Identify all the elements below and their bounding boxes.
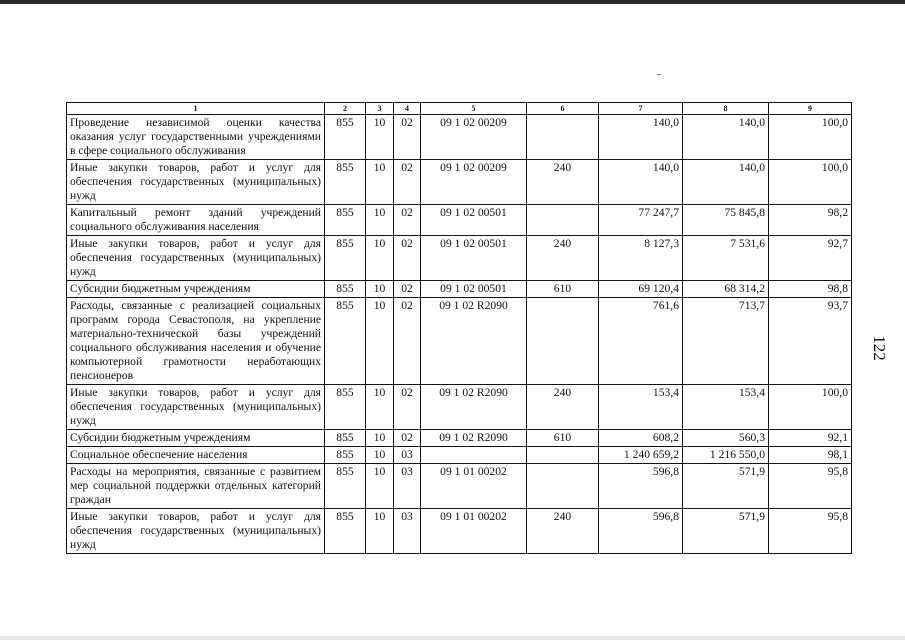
- cell-target-article: 09 1 02 00209: [421, 115, 527, 160]
- cell-name: Социальное обеспечение населения: [67, 447, 325, 464]
- cell-expense-type: [527, 447, 599, 464]
- cell-section: 10: [366, 115, 394, 160]
- cell-percent: 98,1: [769, 447, 852, 464]
- cell-admin-code: 855: [325, 430, 366, 447]
- cell-subsection: 02: [394, 385, 421, 430]
- cell-target-article: 09 1 02 R2090: [421, 298, 527, 385]
- cell-actual-amount: 68 314,2: [683, 281, 769, 298]
- cell-expense-type: [527, 115, 599, 160]
- header-col-5: 5: [421, 103, 527, 115]
- cell-target-article: 09 1 02 R2090: [421, 385, 527, 430]
- cell-admin-code: 855: [325, 464, 366, 509]
- table-row: [67, 509, 852, 554]
- cell-section: 10: [366, 447, 394, 464]
- cell-expense-type: 610: [527, 281, 599, 298]
- cell-admin-code: 855: [325, 236, 366, 281]
- cell-planned-amount: 153,4: [599, 385, 683, 430]
- cell-planned-amount: 1 240 659,2: [599, 447, 683, 464]
- header-col-6: 6: [527, 103, 599, 115]
- cell-subsection: 02: [394, 205, 421, 236]
- cell-section: 10: [366, 385, 394, 430]
- cell-planned-amount: 596,8: [599, 464, 683, 509]
- cell-section: 10: [366, 160, 394, 205]
- cell-percent: 95,8: [769, 464, 852, 509]
- cell-expense-type: 240: [527, 385, 599, 430]
- cell-name: Расходы, связанные с реализацией социальных программ города Севастополя, на укрепление материально-технической базы учреждений социального обслуживания населения и обучение компьютерной грамотности неработающих пенсионеров: [67, 298, 325, 385]
- cell-planned-amount: 608,2: [599, 430, 683, 447]
- cell-percent: 93,7: [769, 298, 852, 385]
- page-number: 122: [869, 335, 889, 361]
- table-row: [67, 281, 852, 298]
- cell-subsection: 02: [394, 281, 421, 298]
- cell-percent: 100,0: [769, 160, 852, 205]
- header-col-3: 3: [366, 103, 394, 115]
- cell-planned-amount: 8 127,3: [599, 236, 683, 281]
- cell-target-article: 09 1 02 00209: [421, 160, 527, 205]
- cell-actual-amount: 713,7: [683, 298, 769, 385]
- cell-actual-amount: 153,4: [683, 385, 769, 430]
- cell-target-article: 09 1 02 00501: [421, 236, 527, 281]
- cell-subsection: 02: [394, 115, 421, 160]
- cell-subsection: 02: [394, 298, 421, 385]
- cell-expense-type: 240: [527, 509, 599, 554]
- cell-name: Проведение независимой оценки качества оказания услуг государственными учреждениями в сфере социального обслуживания: [67, 115, 325, 160]
- cell-subsection: 03: [394, 464, 421, 509]
- header-col-7: 7: [599, 103, 683, 115]
- table-row: [67, 298, 852, 385]
- cell-section: 10: [366, 281, 394, 298]
- cell-subsection: 03: [394, 447, 421, 464]
- cell-percent: 98,2: [769, 205, 852, 236]
- cell-subsection: 02: [394, 430, 421, 447]
- cell-percent: 92,7: [769, 236, 852, 281]
- header-col-2: 2: [325, 103, 366, 115]
- cell-subsection: 02: [394, 160, 421, 205]
- cell-planned-amount: 77 247,7: [599, 205, 683, 236]
- table-row: [67, 447, 852, 464]
- cell-expense-type: 240: [527, 236, 599, 281]
- cell-name: Иные закупки товаров, работ и услуг для обеспечения государственных (муниципальных) нужд: [67, 509, 325, 554]
- cell-expense-type: 240: [527, 160, 599, 205]
- scan-speck: [657, 74, 661, 75]
- cell-percent: 92,1: [769, 430, 852, 447]
- header-col-8: 8: [683, 103, 769, 115]
- header-row: [67, 103, 852, 115]
- cell-planned-amount: 761,6: [599, 298, 683, 385]
- cell-actual-amount: 560,3: [683, 430, 769, 447]
- cell-section: 10: [366, 430, 394, 447]
- cell-expense-type: [527, 298, 599, 385]
- cell-name: Иные закупки товаров, работ и услуг для обеспечения государственных (муниципальных) нужд: [67, 385, 325, 430]
- table-row: [67, 236, 852, 281]
- table-row: [67, 205, 852, 236]
- cell-subsection: 03: [394, 509, 421, 554]
- cell-section: 10: [366, 205, 394, 236]
- cell-admin-code: 855: [325, 160, 366, 205]
- cell-planned-amount: 69 120,4: [599, 281, 683, 298]
- cell-percent: 98,8: [769, 281, 852, 298]
- cell-admin-code: 855: [325, 509, 366, 554]
- cell-expense-type: 610: [527, 430, 599, 447]
- cell-name: Иные закупки товаров, работ и услуг для обеспечения государственных (муниципальных) нужд: [67, 160, 325, 205]
- cell-section: 10: [366, 236, 394, 281]
- cell-admin-code: 855: [325, 205, 366, 236]
- table-row: [67, 430, 852, 447]
- cell-admin-code: 855: [325, 447, 366, 464]
- cell-percent: 100,0: [769, 115, 852, 160]
- cell-actual-amount: 571,9: [683, 509, 769, 554]
- cell-actual-amount: 7 531,6: [683, 236, 769, 281]
- cell-admin-code: 855: [325, 298, 366, 385]
- cell-percent: 95,8: [769, 509, 852, 554]
- table-row: [67, 160, 852, 205]
- cell-planned-amount: 596,8: [599, 509, 683, 554]
- header-col-9: 9: [769, 103, 852, 115]
- table-row: [67, 115, 852, 160]
- cell-name: Капитальный ремонт зданий учреждений социального обслуживания населения: [67, 205, 325, 236]
- cell-name: Субсидии бюджетным учреждениям: [67, 430, 325, 447]
- cell-admin-code: 855: [325, 281, 366, 298]
- cell-target-article: 09 1 02 R2090: [421, 430, 527, 447]
- header-col-1: 1: [67, 103, 325, 115]
- cell-target-article: 09 1 01 00202: [421, 464, 527, 509]
- cell-actual-amount: 140,0: [683, 115, 769, 160]
- cell-percent: 100,0: [769, 385, 852, 430]
- cell-actual-amount: 571,9: [683, 464, 769, 509]
- cell-planned-amount: 140,0: [599, 160, 683, 205]
- cell-section: 10: [366, 464, 394, 509]
- table-body: [67, 115, 852, 554]
- cell-target-article: [421, 447, 527, 464]
- cell-subsection: 02: [394, 236, 421, 281]
- cell-name: Иные закупки товаров, работ и услуг для обеспечения государственных (муниципальных) нужд: [67, 236, 325, 281]
- cell-expense-type: [527, 205, 599, 236]
- cell-actual-amount: 140,0: [683, 160, 769, 205]
- cell-name: Субсидии бюджетным учреждениям: [67, 281, 325, 298]
- cell-section: 10: [366, 509, 394, 554]
- table-row: [67, 464, 852, 509]
- cell-target-article: 09 1 02 00501: [421, 205, 527, 236]
- cell-actual-amount: 75 845,8: [683, 205, 769, 236]
- scan-edge-bottom: [0, 636, 905, 640]
- header-col-4: 4: [394, 103, 421, 115]
- cell-actual-amount: 1 216 550,0: [683, 447, 769, 464]
- cell-expense-type: [527, 464, 599, 509]
- budget-table: [66, 102, 852, 554]
- cell-name: Расходы на мероприятия, связанные с развитием мер социальной поддержки отдельных категорий граждан: [67, 464, 325, 509]
- cell-admin-code: 855: [325, 115, 366, 160]
- table-row: [67, 385, 852, 430]
- scan-edge-top: [0, 0, 905, 4]
- cell-planned-amount: 140,0: [599, 115, 683, 160]
- cell-target-article: 09 1 01 00202: [421, 509, 527, 554]
- cell-section: 10: [366, 298, 394, 385]
- cell-admin-code: 855: [325, 385, 366, 430]
- cell-target-article: 09 1 02 00501: [421, 281, 527, 298]
